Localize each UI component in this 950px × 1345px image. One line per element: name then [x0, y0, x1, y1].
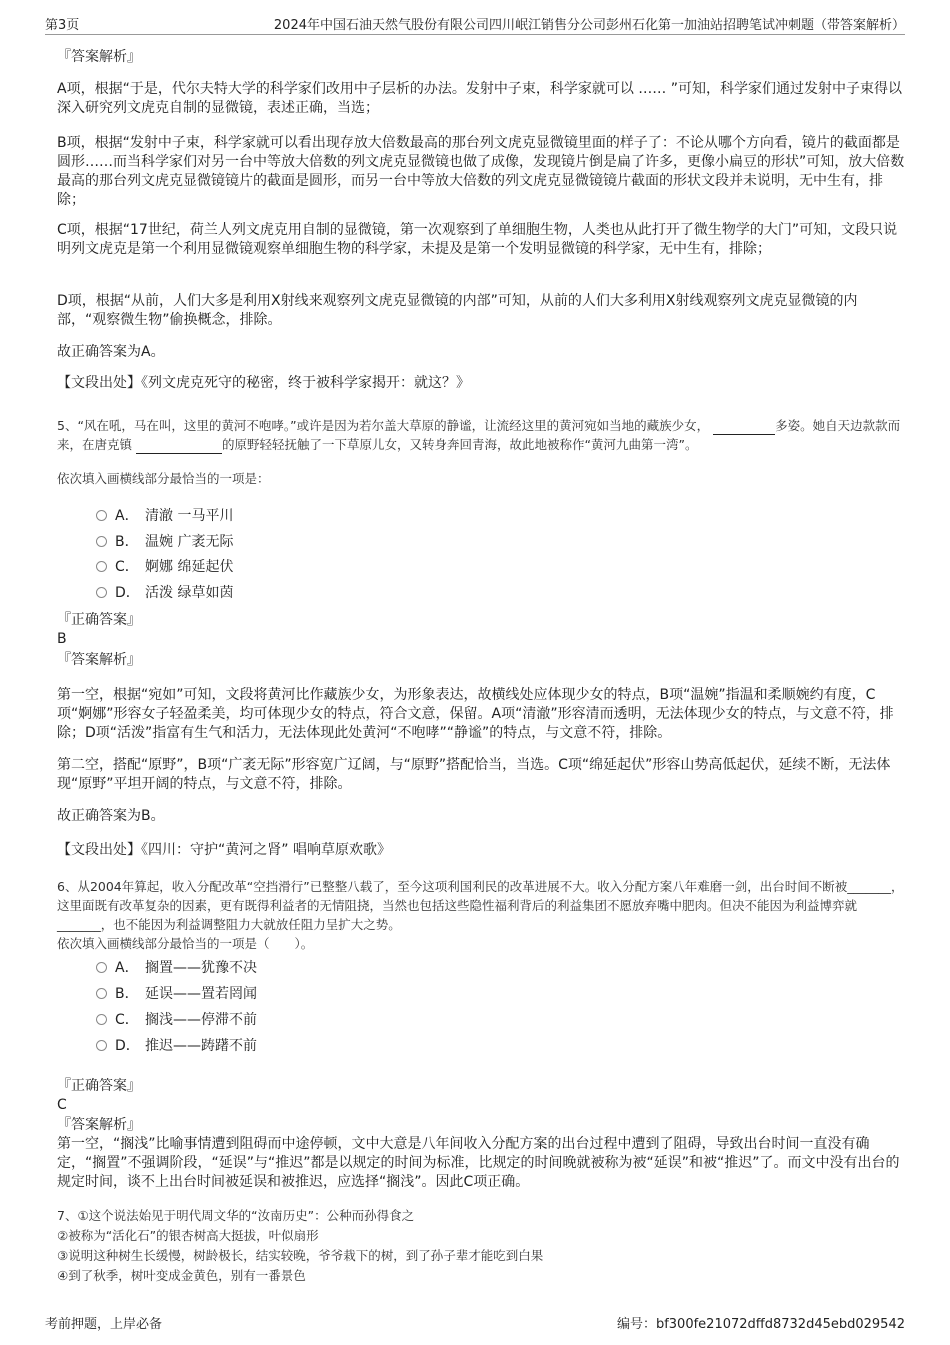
- page-header: [45, 10, 905, 35]
- footer-slogan: 考前押题，上岸必备: [45, 1317, 163, 1332]
- q5-prompt: 依次填入画横线部分最恰当的一项是：: [57, 471, 270, 486]
- q4-source: 【文段出处】《列文虎克死守的秘密，终于被科学家揭开：就这？》: [57, 375, 470, 391]
- q5-stem: 5、“风在吼，马在叫，这里的黄河不咆哮。”或许是因为若尔盖大草原的静谧，让流经这里的黄河宛如当地的藏族少女， 多姿。她自天边款款而来，在唐克镇 的原野轻轻抚触了一下草原儿女，又转身奔回青海，故此地被称作“黄河九曲第一湾”。: [57, 418, 901, 452]
- q6-prompt: 依次填入画横线部分最恰当的一项是（ ）。: [57, 936, 314, 951]
- footer-code: 编号：bf300fe21072dffd8732d45ebd029542: [616, 1317, 905, 1332]
- radio-icon[interactable]: [96, 1040, 107, 1051]
- q6-answer: C: [57, 1097, 67, 1113]
- q5-analysis-p1: 第一空，根据“宛如”可知，文段将黄河比作藏族少女，为形象表达，故横线处应体现少女的特点，B项“温婉”指温和柔顺婉约有度，C项“婀娜”形容女子轻盈柔美，均可体现少女的特点，符合文意，保留。A项“清澈”形容清而透明，无法体现少女的特点，与文意不符，排除；D项“活泼”指富有生气和活力，无法体现此处黄河“不咆哮”“静谧”的特点，与文意不符，排除。: [57, 687, 894, 741]
- q6-analysis-label: 『答案解析』: [57, 1117, 141, 1133]
- q7-line-1: ②被称为“活化石”的银杏树高大挺拔，叶似扇形: [57, 1228, 319, 1243]
- q4-analysis-b: B项，根据“发射中子束，科学家就可以看出现存放大倍数最高的那台列文虎克显微镜里面的样子了：不论从哪个方向看，镜片的截面都是圆形……而当科学家们对另一台中等放大倍数的列文虎克显微镜也做了成像，发现镜片倒是扁了许多，更像小扁豆的形状”可知，放大倍数最高的那台列文虎克显微镜镜片的截面是圆形，而另一台中等放大倍数的列文虎克显微镜镜片截面的形状文段并未说明，无中生有，排除；: [57, 135, 905, 208]
- q6-option-a[interactable]: A． 搁置——犹豫不决: [96, 959, 257, 978]
- blank-line: [136, 453, 222, 454]
- document-title: 2024年中国石油天然气股份有限公司四川岷江销售分公司彭州石化第一加油站招聘笔试冲刺题（带答案解析）: [273, 18, 905, 33]
- q6-analysis: 第一空，“搁浅”比喻事情遭到阻碍而中途停顿，文中大意是八年间收入分配方案的出台过程中遭到了阻碍，导致出台时间一直没有确定，“搁置”不强调阶段，“延误”与“推迟”都是以规定的时间为标准，比规定的时间晚就被称为被“延误”和被“推迟”了。而文中没有出台的规定时间，谈不上出台时间被延误和被推迟，应选择“搁浅”。因此C项正确。: [57, 1136, 900, 1190]
- q5-answer: B: [57, 631, 67, 647]
- radio-icon[interactable]: [96, 510, 107, 521]
- q5-analysis-label: 『答案解析』: [57, 652, 141, 668]
- q6-option-c[interactable]: C． 搁浅——停滞不前: [96, 1011, 257, 1030]
- q4-conclusion: 故正确答案为A。: [57, 344, 165, 360]
- q7-line-0: 7、①这个说法始见于明代周文华的“汝南历史”：公种而孙得食之: [57, 1208, 415, 1223]
- q5-source: 【文段出处】《四川：守护“黄河之肾” 唱响草原欢歌》: [57, 842, 391, 858]
- radio-icon[interactable]: [96, 561, 107, 572]
- q7-line-2: ③说明这种树生长缓慢，树龄极长，结实较晚，爷爷栽下的树，到了孙子辈才能吃到白果: [57, 1248, 544, 1263]
- q6-option-b[interactable]: B． 延误——置若罔闻: [96, 985, 257, 1004]
- radio-icon[interactable]: [96, 536, 107, 547]
- radio-icon[interactable]: [96, 587, 107, 598]
- q4-analysis-a: A项，根据“于是，代尔夫特大学的科学家们改用中子层析的办法。发射中子束，科学家就可以 …… ”可知，科学家们通过发射中子束得以深入研究列文虎克自制的显微镜，表述正确，当选；: [57, 81, 902, 116]
- q5-answer-label: 『正确答案』: [57, 612, 141, 628]
- radio-icon[interactable]: [96, 1014, 107, 1025]
- blank-line: [713, 434, 775, 435]
- q5-option-b[interactable]: B． 温婉 广袤无际: [96, 533, 233, 552]
- q6-answer-label: 『正确答案』: [57, 1078, 141, 1094]
- q4-analysis-c: C项，根据“17世纪，荷兰人列文虎克用自制的显微镜，第一次观察到了单细胞生物，人类也从此打开了微生物学的大门”可知，文段只说明列文虎克是第一个利用显微镜观察单细胞生物的科学家，未提及是第一个发明显微镜的科学家，无中生有，排除；: [57, 222, 898, 257]
- q4-analysis-d: D项，根据“从前，人们大多是利用X射线来观察列文虎克显微镜的内部”可知，从前的人们大多利用X射线观察列文虎克显微镜的内部，“观察微生物”偷换概念，排除。: [57, 293, 858, 328]
- q6-stem: 6、从2004年算起，收入分配改革“空挡滑行”已整整八载了，至今这项利国利民的改革进展不大。收入分配方案八年难磨一剑，出台时间不断被_______，这里面既有改革复杂的因素，更有既得利益者的无情阻挠，当然也包括这些隐性福利背后的利益集团不愿放弃嘴中肥肉。但决不能因为利益博弈就_______，也不能因为利益调整阻力大就放任阻力呈扩大之势。: [57, 879, 904, 932]
- page-number: 第3页: [45, 18, 80, 33]
- q5-option-a[interactable]: A． 清澈 一马平川: [96, 507, 233, 526]
- q5-analysis-p2: 第二空，搭配“原野”，B项“广袤无际”形容宽广辽阔，与“原野”搭配恰当，当选。C项“绵延起伏”形容山势高低起伏，延续不断，无法体现“原野”平坦开阔的特点，与文意不符，排除。: [57, 757, 891, 792]
- q4-analysis-label: 『答案解析』: [57, 49, 141, 65]
- q5-option-c[interactable]: C． 婀娜 绵延起伏: [96, 558, 233, 577]
- radio-icon[interactable]: [96, 962, 107, 973]
- radio-icon[interactable]: [96, 988, 107, 999]
- q5-conclusion: 故正确答案为B。: [57, 808, 165, 824]
- q6-option-d[interactable]: D． 推迟——踌躇不前: [96, 1037, 257, 1056]
- q7-line-3: ④到了秋季，树叶变成金黄色，别有一番景色: [57, 1268, 306, 1283]
- q5-option-d[interactable]: D． 活泼 绿草如茵: [96, 584, 233, 603]
